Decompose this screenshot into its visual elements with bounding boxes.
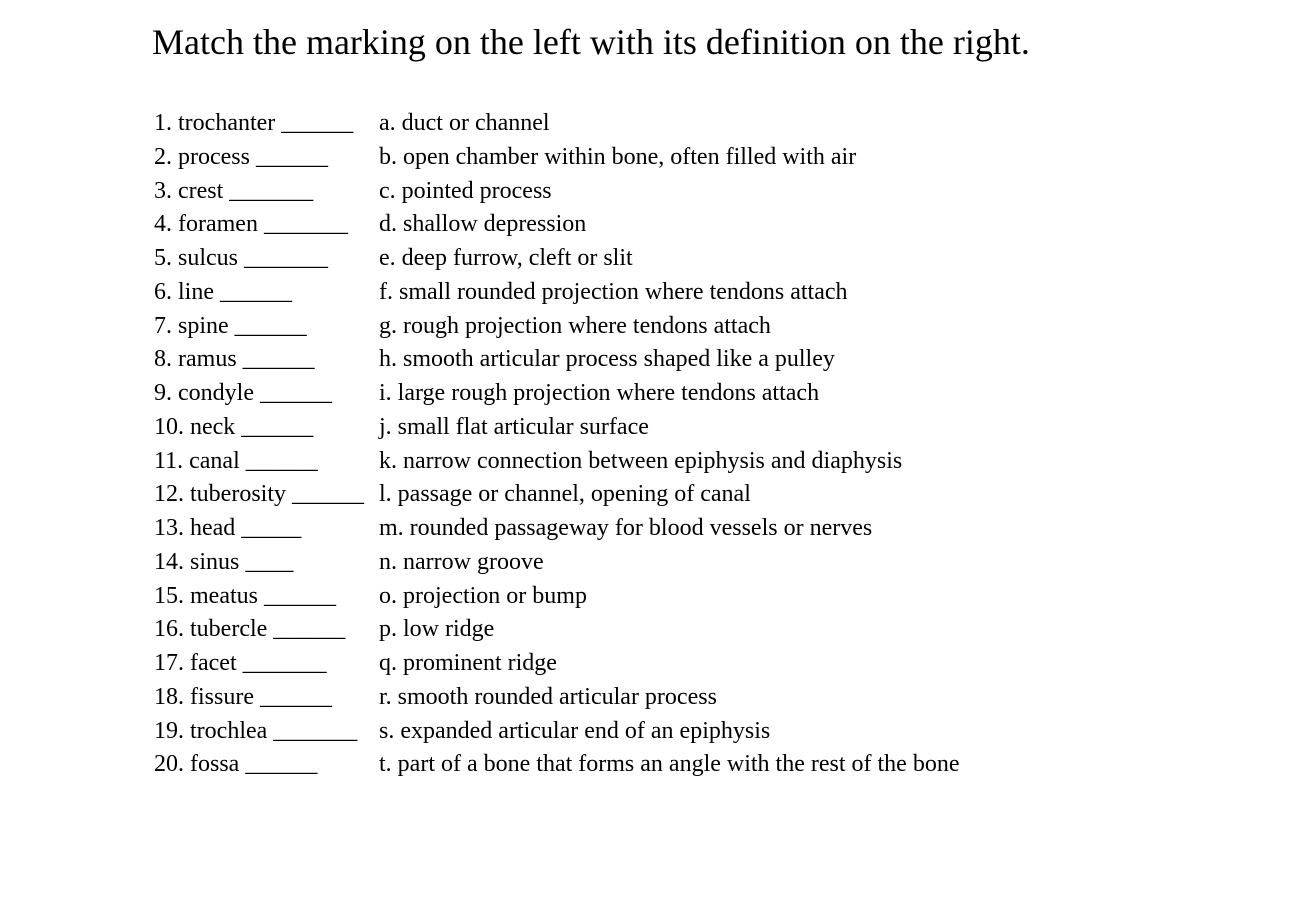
term-label: 16. tubercle ______	[154, 616, 346, 643]
term-label: 3. crest _______	[154, 177, 314, 204]
definition-label: l. passage or channel, opening of canal	[379, 481, 751, 508]
term-label: 8. ramus ______	[154, 346, 315, 373]
definition-label: n. narrow groove	[379, 548, 544, 575]
term-label: 1. trochanter ______	[154, 110, 354, 136]
term-label: 2. process ______	[154, 143, 328, 170]
term-label: 6. line ______	[154, 278, 292, 305]
definition-label: q. prominent ridge	[379, 650, 557, 676]
definition-label: j. small flat articular surface	[379, 413, 649, 440]
term-label: 14. sinus ____	[154, 548, 294, 575]
definition-label: c. pointed process	[379, 177, 552, 204]
matching-row	[154, 681, 1154, 715]
term-label: 17. facet _______	[154, 650, 327, 676]
matching-row	[154, 242, 1154, 276]
matching-row	[154, 478, 1154, 512]
matching-row	[154, 715, 1154, 749]
term-label: 5. sulcus _______	[154, 245, 328, 271]
worksheet-title: Match the marking on the left with its definition on the right.	[152, 22, 1030, 62]
definition-label: m. rounded passageway for blood vessels or nerves	[379, 515, 873, 541]
matching-row	[154, 343, 1154, 377]
term-label: 18. fissure ______	[154, 683, 332, 710]
matching-row	[154, 546, 1154, 580]
matching-row	[154, 580, 1154, 614]
matching-row	[154, 107, 1154, 141]
term-label: 11. canal ______	[154, 447, 318, 474]
matching-row	[154, 276, 1154, 310]
matching-row	[154, 613, 1154, 647]
definition-label: i. large rough projection where tendons attach	[379, 380, 820, 406]
matching-row	[154, 445, 1154, 479]
definition-label: r. smooth rounded articular process	[379, 683, 717, 710]
term-label: 4. foramen _______	[154, 211, 348, 238]
term-label: 15. meatus ______	[154, 582, 336, 609]
matching-list	[154, 107, 1154, 782]
term-label: 13. head _____	[154, 515, 302, 541]
matching-row	[154, 512, 1154, 546]
definition-label: e. deep furrow, cleft or slit	[379, 245, 633, 271]
definition-label: h. smooth articular process shaped like a pulley	[379, 346, 835, 373]
definition-label: k. narrow connection between epiphysis and diaphysis	[379, 447, 903, 474]
definition-label: g. rough projection where tendons attach	[379, 312, 771, 339]
matching-row	[154, 141, 1154, 175]
definition-label: b. open chamber within bone, often filled with air	[379, 143, 857, 170]
matching-row	[154, 748, 1154, 782]
term-label: 7. spine ______	[154, 312, 307, 339]
matching-row	[154, 647, 1154, 681]
definition-label: a. duct or channel	[379, 110, 550, 136]
definition-label: d. shallow depression	[379, 211, 587, 238]
matching-row	[154, 208, 1154, 242]
definition-label: f. small rounded projection where tendons attach	[379, 278, 848, 305]
matching-row	[154, 175, 1154, 209]
term-label: 12. tuberosity ______	[154, 481, 364, 508]
definition-label: s. expanded articular end of an epiphysis	[379, 717, 771, 744]
matching-row	[154, 310, 1154, 344]
term-label: 10. neck ______	[154, 413, 314, 440]
term-label: 9. condyle ______	[154, 380, 332, 406]
definition-label: o. projection or bump	[379, 582, 587, 609]
matching-row	[154, 411, 1154, 445]
definition-label: t. part of a bone that forms an angle with the rest of the bone	[379, 751, 960, 778]
definition-label: p. low ridge	[379, 616, 495, 643]
term-label: 20. fossa ______	[154, 751, 318, 778]
term-label: 19. trochlea _______	[154, 717, 358, 744]
matching-row	[154, 377, 1154, 411]
